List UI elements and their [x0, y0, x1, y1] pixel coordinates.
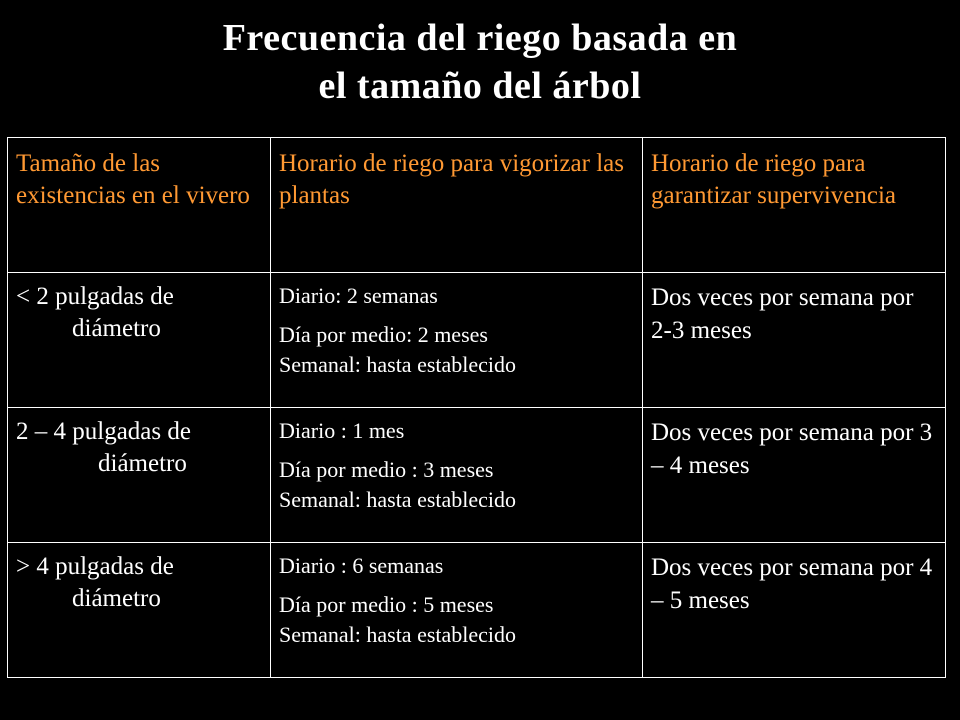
size-cell: [8, 543, 271, 678]
vigor-alternate: Día por medio: 2 meses: [279, 322, 488, 347]
survival-text: Dos veces por semana por 3 – 4 meses: [651, 419, 933, 479]
vigor-alternate: Día por medio : 3 meses: [279, 457, 494, 482]
table-row: [8, 408, 946, 543]
survival-cell: [643, 543, 946, 678]
watering-schedule-table: [7, 137, 946, 678]
survival-text: Dos veces por semana por 4 – 5 meses: [651, 554, 933, 614]
header-size: Tamaño de las existencias en el vivero: [8, 138, 271, 273]
vigor-daily: Diario: 2 semanas: [279, 283, 438, 308]
survival-cell: [643, 408, 946, 543]
slide-title: [0, 14, 960, 110]
size-unit: diámetro: [72, 315, 161, 342]
size-label: < 2 pulgadas de: [16, 283, 174, 310]
size-cell: [8, 408, 271, 543]
size-label: 2 – 4 pulgadas de: [16, 418, 191, 445]
size-label: > 4 pulgadas de: [16, 553, 174, 580]
vigor-cell: [271, 543, 643, 678]
header-vigor-schedule: Horario de riego para vigorizar las plantas: [271, 138, 643, 273]
table-header-row: [8, 138, 946, 273]
vigor-daily: Diario : 1 mes: [279, 418, 405, 443]
title-line-1: Frecuencia del riego basada en: [222, 17, 738, 59]
vigor-daily: Diario : 6 semanas: [279, 553, 444, 578]
vigor-weekly: Semanal: hasta establecido: [279, 487, 517, 512]
vigor-cell: [271, 408, 643, 543]
size-cell: [8, 273, 271, 408]
survival-text: Dos veces por semana por 2-3 meses: [651, 284, 914, 344]
size-unit: diámetro: [72, 585, 161, 612]
table-row: [8, 543, 946, 678]
vigor-weekly: Semanal: hasta establecido: [279, 352, 517, 377]
title-line-2: el tamaño del árbol: [318, 65, 642, 107]
vigor-alternate: Día por medio : 5 meses: [279, 592, 494, 617]
vigor-cell: [271, 273, 643, 408]
header-survival-schedule: Horario de riego para garantizar supervivencia: [643, 138, 946, 273]
table-row: [8, 273, 946, 408]
survival-cell: [643, 273, 946, 408]
size-unit: diámetro: [98, 450, 187, 477]
vigor-weekly: Semanal: hasta establecido: [279, 622, 517, 647]
